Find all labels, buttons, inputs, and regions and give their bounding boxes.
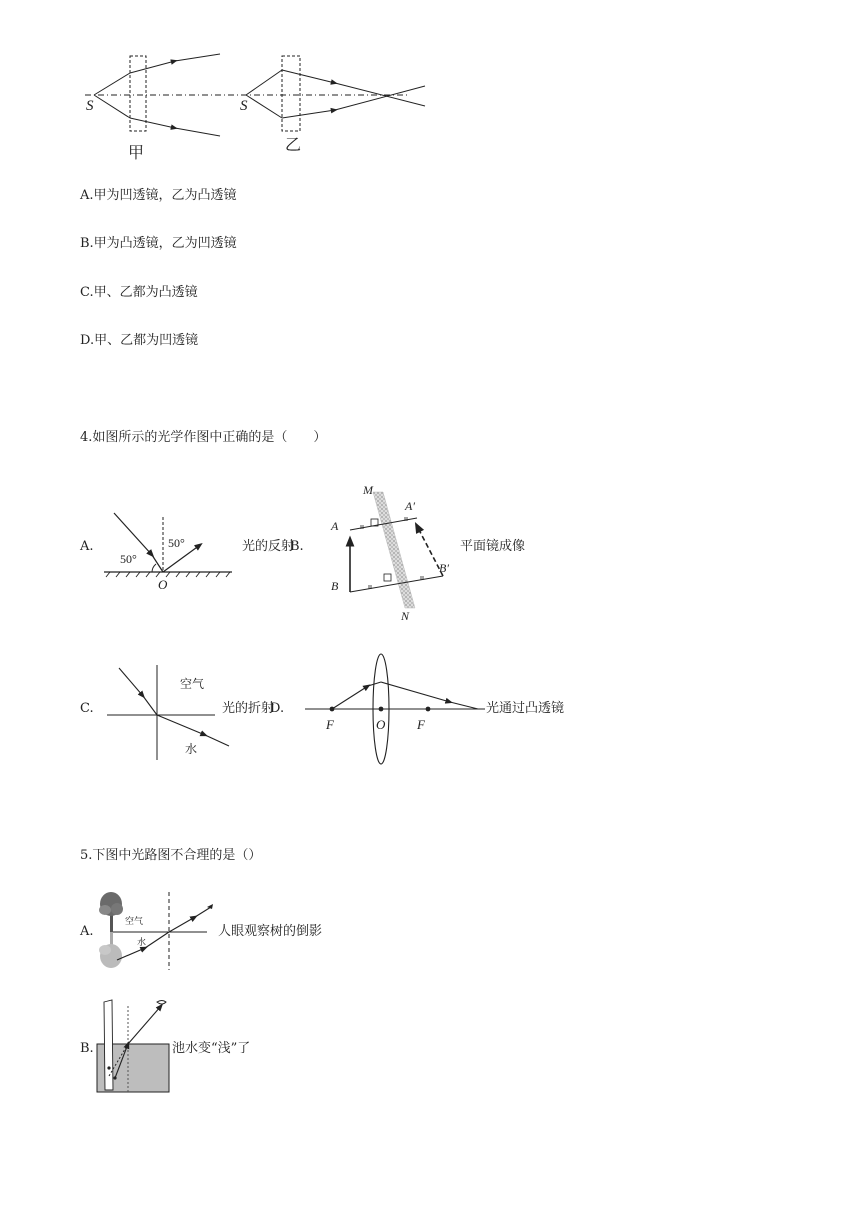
- q5-stem: 5.下图中光路图不合理的是（）: [80, 848, 262, 863]
- label-jia: 甲: [128, 143, 145, 162]
- q4-b-diagram: [325, 480, 465, 625]
- label-s2: S: [240, 98, 248, 114]
- q4-c-prefix: C.: [80, 701, 94, 716]
- angle-left-label: 50°: [120, 552, 137, 566]
- q4-a-caption: 光的反射: [242, 539, 295, 554]
- q5-a-caption: 人眼观察树的倒影: [218, 924, 323, 939]
- label-yi: 乙: [285, 135, 302, 154]
- label-o: O: [376, 717, 386, 732]
- q4-c-caption: 光的折射: [222, 701, 275, 716]
- label-air: 空气: [180, 677, 205, 691]
- q4-stem: 4.如图所示的光学作图中正确的是（ ）: [80, 430, 327, 445]
- q4-d-caption: 光通过凸透镜: [486, 701, 565, 716]
- q5-a-prefix: A.: [80, 924, 94, 939]
- label-s1: S: [86, 98, 94, 114]
- q4-b-prefix: B.: [290, 539, 304, 554]
- diagram-jia: [85, 54, 410, 162]
- q3-option-c: C.甲、乙都为凸透镜: [80, 285, 198, 300]
- label-f1: F: [326, 717, 334, 732]
- diagram-yi: [240, 56, 425, 154]
- label-n: N: [401, 609, 410, 623]
- q3-option-a: A.甲为凹透镜，乙为凸透镜: [80, 188, 237, 203]
- label-f2: F: [417, 717, 425, 732]
- label-a: A: [331, 519, 339, 533]
- q4-d-diagram: [300, 652, 490, 768]
- eye-icon: [157, 1001, 166, 1005]
- label-b: B: [331, 579, 339, 593]
- label-water: 水: [185, 742, 198, 756]
- q4-c-diagram: [105, 660, 220, 765]
- label-b-prime: B′: [439, 561, 449, 575]
- tree-icon: [99, 892, 123, 968]
- label-m: M: [363, 483, 373, 497]
- q5-b-diagram: [95, 998, 175, 1096]
- q5-b-prefix: B.: [80, 1041, 94, 1056]
- q3-option-d: D.甲、乙都为凹透镜: [80, 333, 199, 348]
- point-o-label: O: [158, 577, 168, 592]
- label-water: 水: [137, 938, 147, 948]
- q3-option-b: B.甲为凸透镜，乙为凹透镜: [80, 236, 237, 251]
- q4-b-caption: 平面镜成像: [460, 539, 526, 554]
- q4-a-prefix: A.: [80, 539, 94, 554]
- angle-right-label: 50°: [168, 536, 185, 550]
- label-air: 空气: [125, 917, 144, 927]
- q4-d-prefix: D.: [270, 701, 285, 716]
- q3-figure: [80, 48, 440, 163]
- q4-a-diagram: [100, 505, 240, 590]
- q5-b-caption: 池水变“浅”了: [172, 1041, 251, 1056]
- label-a-prime: A′: [405, 499, 415, 513]
- q5-a-diagram: [95, 890, 215, 972]
